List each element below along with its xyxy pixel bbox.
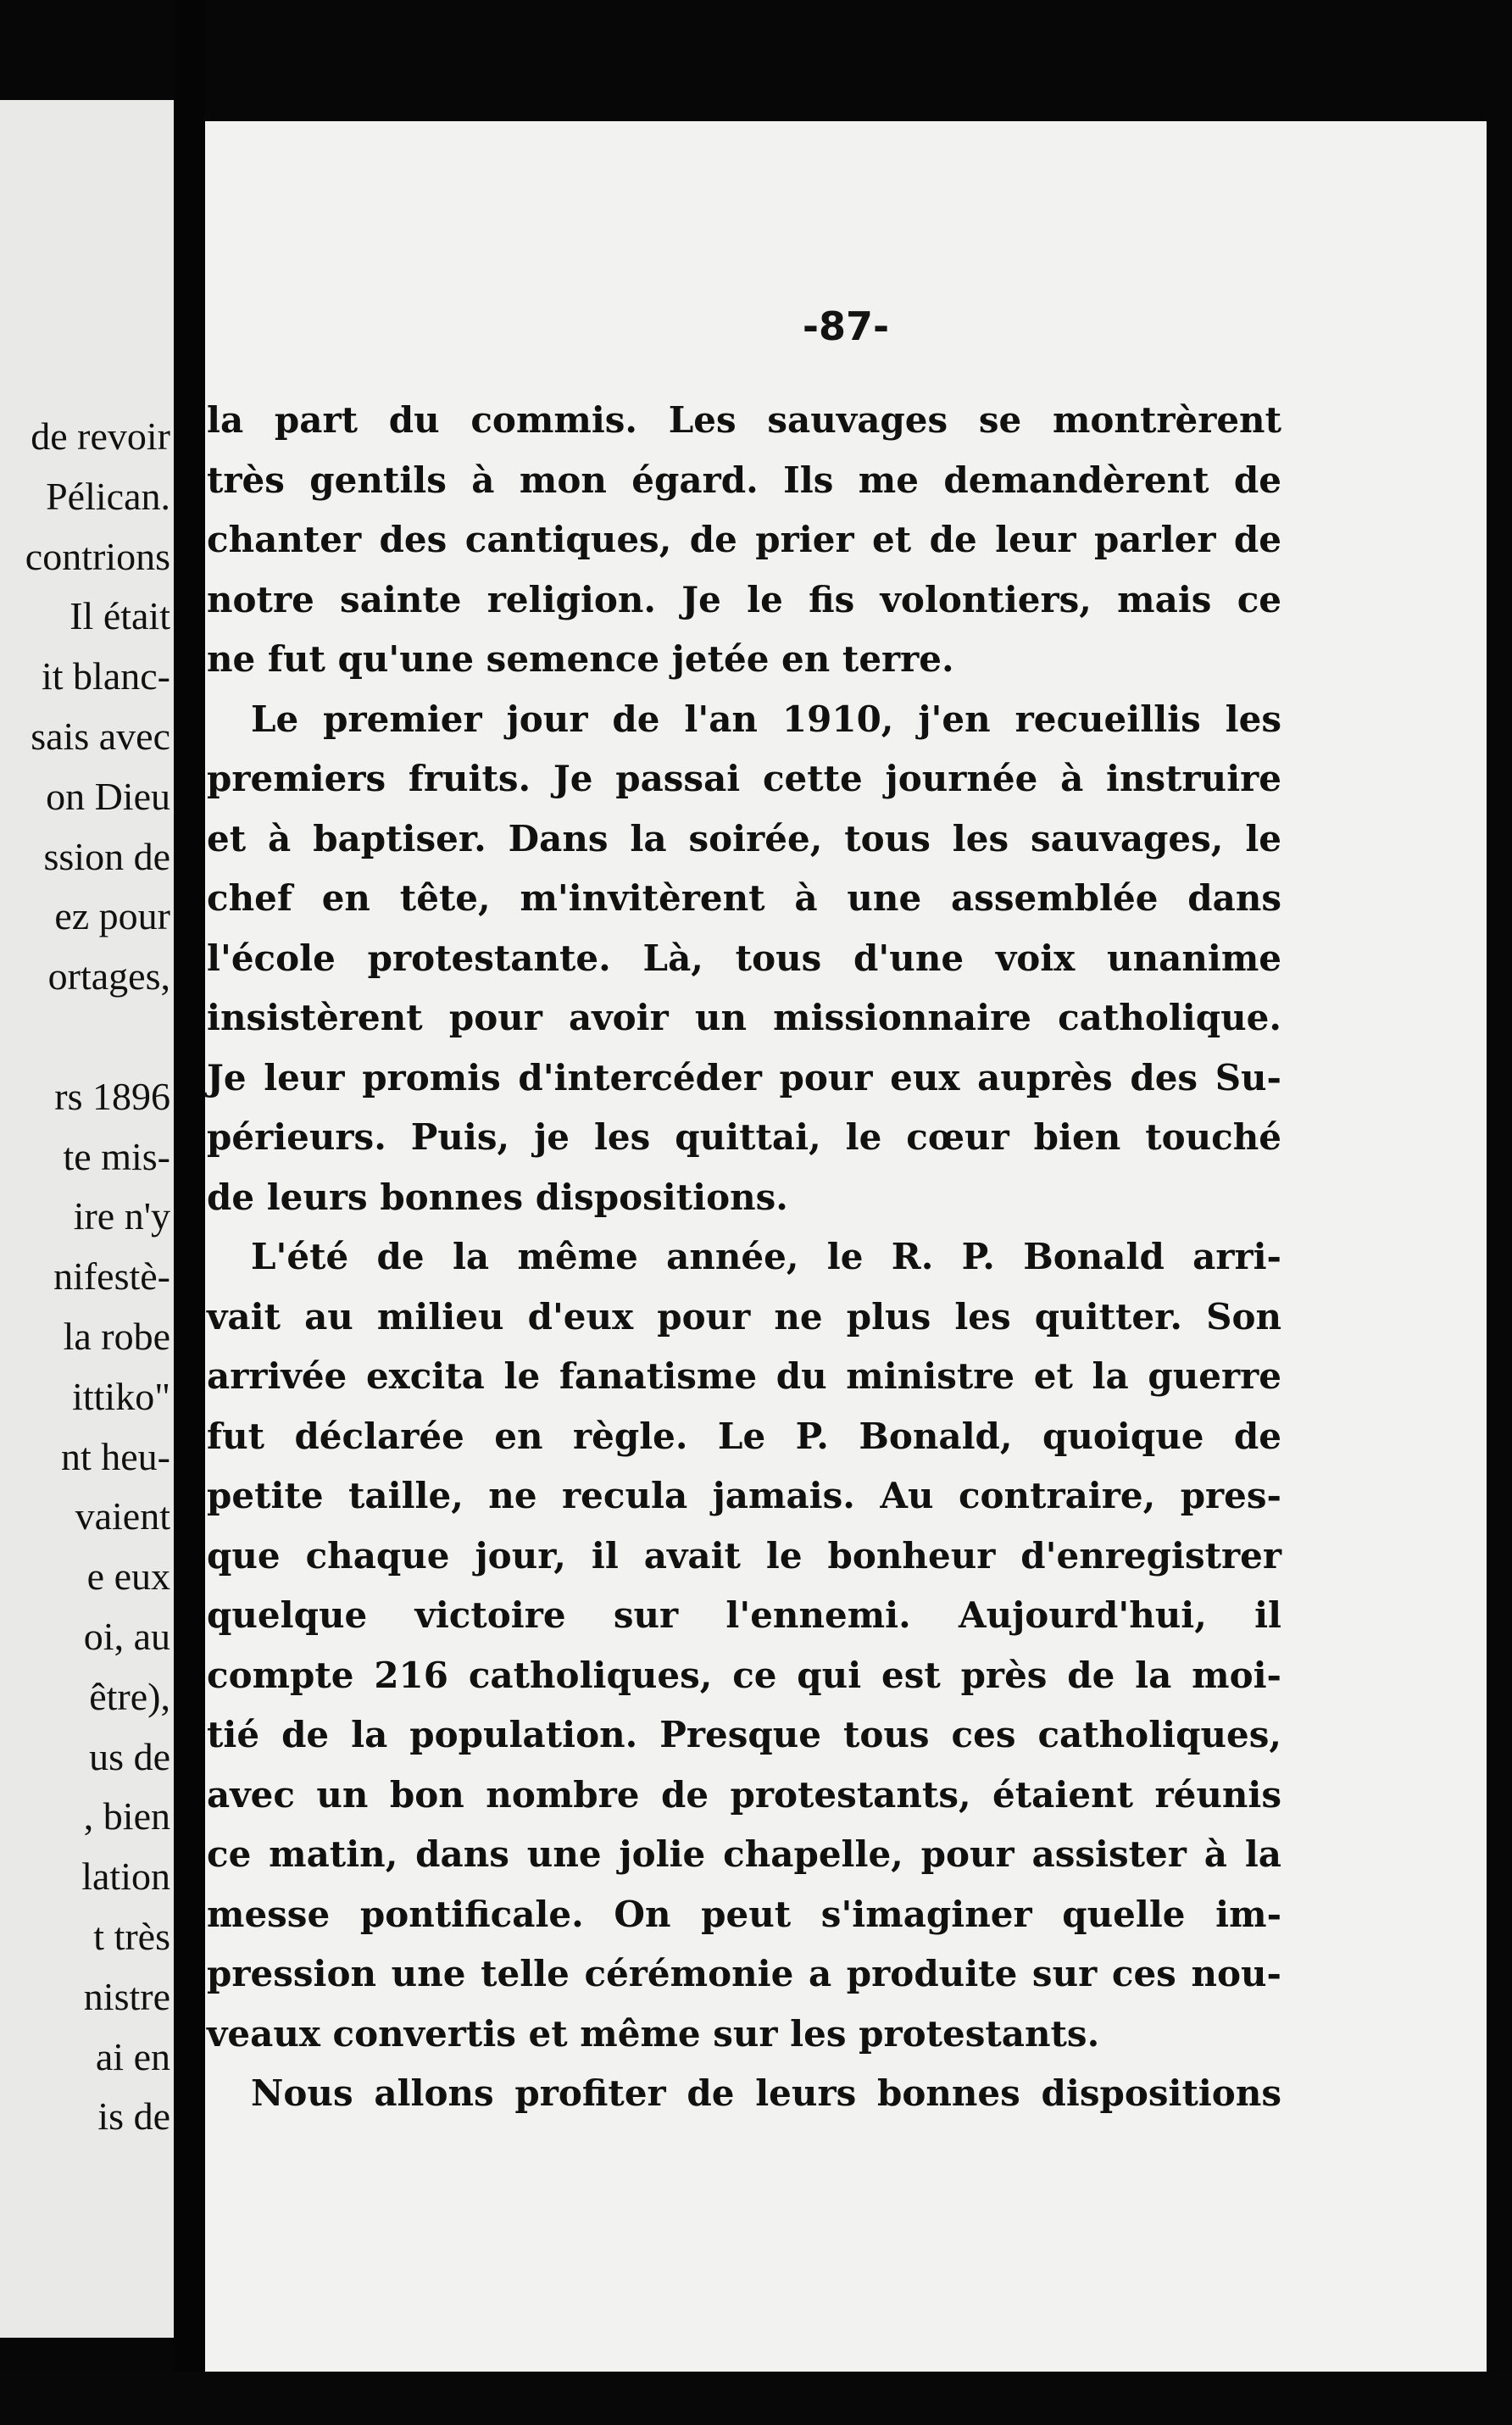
text-line: périeurs. Puis, je les quittai, le cœur bien touché — [207, 1116, 1281, 1158]
left-fragment-line: rs 1896 — [54, 1074, 170, 1118]
left-fragment-line — [25, 1007, 170, 1067]
left-fragment-line: nistre — [83, 1974, 170, 2018]
text-line: petite taille, ne recula jamais. Au contraire, pres- — [207, 1475, 1281, 1516]
text-line: ce matin, dans une jolie chapelle, pour assister à la — [207, 1833, 1281, 1875]
text-line: Nous allons profiter de leurs bonnes dispositions — [251, 2072, 1281, 2114]
text-line: la part du commis. Les sauvages se montrèrent — [207, 399, 1281, 441]
left-fragment-line: ire n'y — [73, 1194, 170, 1238]
text-line: chanter des cantiques, de prier et de leur parler de — [207, 519, 1281, 560]
left-fragment-line: ez pour — [54, 894, 170, 938]
text-line: chef en tête, m'invitèrent à une assemblée dans — [207, 877, 1281, 919]
left-fragment-line: on Dieu — [46, 774, 170, 818]
left-fragment-line: ssion de — [43, 834, 170, 878]
left-page-fragment — [0, 100, 174, 2338]
left-fragment-line: sais avec — [31, 714, 170, 758]
left-fragment-line: être), — [89, 1674, 170, 1718]
book-spine — [174, 0, 205, 2425]
text-line: l'école protestante. Là, tous d'une voix unanime — [207, 937, 1281, 979]
text-line: L'été de la même année, le R. P. Bonald arri- — [251, 1236, 1281, 1277]
text-line: tié de la population. Presque tous ces catholiques, — [207, 1714, 1281, 1755]
text-line: veaux convertis et même sur les protestants. — [207, 2012, 1100, 2055]
text-line: Le premier jour de l'an 1910, j'en recueillis les — [251, 698, 1281, 740]
left-fragment-line: nt heu- — [60, 1434, 170, 1478]
left-fragment-line: vaient — [75, 1494, 170, 1538]
left-fragment-line: is de — [97, 2094, 170, 2139]
left-fragment-line: lation — [81, 1855, 170, 1899]
left-fragment-line: t très — [93, 1914, 170, 1958]
left-fragment-line: us de — [89, 1734, 170, 1778]
left-fragment-line: de revoir — [31, 414, 170, 458]
text-line: vait au milieu d'eux pour ne plus les quitter. Son — [207, 1295, 1281, 1338]
left-fragment-line: la robe — [63, 1314, 170, 1358]
left-fragment-line: ittiko" — [72, 1374, 170, 1418]
left-fragment-line: Il était — [69, 594, 170, 638]
left-fragment-line: contrions — [25, 534, 170, 578]
text-line: quelque victoire sur l'ennemi. Aujourd'hui, il — [207, 1594, 1281, 1636]
text-line: et à baptiser. Dans la soirée, tous les sauvages, le — [207, 817, 1281, 859]
left-fragment-line: e eux — [86, 1555, 170, 1599]
text-line: ne fut qu'une semence jetée en terre. — [207, 638, 954, 680]
left-page-text — [25, 407, 170, 2147]
text-line: que chaque jour, il avait le bonheur d'enregistrer — [207, 1534, 1281, 1577]
left-fragment-line: it blanc- — [42, 654, 170, 698]
text-line: très gentils à mon égard. Ils me demandèrent de — [207, 459, 1281, 501]
text-line: de leurs bonnes dispositions. — [207, 1176, 788, 1218]
text-line: notre sainte religion. Je le fis volontiers, mais ce — [207, 578, 1281, 620]
text-line: compte 216 catholiques, ce qui est près de la moi- — [207, 1654, 1281, 1696]
text-line: avec un bon nombre de protestants, étaient réunis — [207, 1773, 1281, 1816]
text-line: arrivée excita le fanatisme du ministre et la guerre — [207, 1355, 1281, 1397]
text-line: premiers fruits. Je passai cette journée à instruire — [207, 758, 1281, 799]
text-line: fut déclarée en règle. Le P. Bonald, quoique de — [207, 1415, 1281, 1457]
text-line: insistèrent pour avoir un missionnaire catholique. — [207, 997, 1281, 1038]
body-text — [207, 391, 1281, 2124]
left-fragment-line: te mis- — [63, 1134, 170, 1178]
main-page — [205, 121, 1487, 2372]
text-line: messe pontificale. On peut s'imaginer quelle im- — [207, 1893, 1281, 1935]
left-fragment-line: ai en — [95, 2034, 170, 2078]
left-fragment-line: , bien — [83, 1794, 170, 1838]
left-fragment-line: Pélican. — [46, 474, 170, 518]
left-fragment-line: oi, au — [83, 1614, 170, 1658]
left-fragment-line: ortages, — [47, 954, 170, 998]
left-fragment-line: nifestè- — [53, 1254, 170, 1299]
page-number: -87- — [802, 303, 890, 349]
text-line: pression une telle cérémonie a produite sur ces nou- — [207, 1953, 1281, 1994]
text-line: Je leur promis d'intercéder pour eux auprès des Su- — [207, 1056, 1281, 1098]
bottom-margin — [0, 2372, 1512, 2425]
